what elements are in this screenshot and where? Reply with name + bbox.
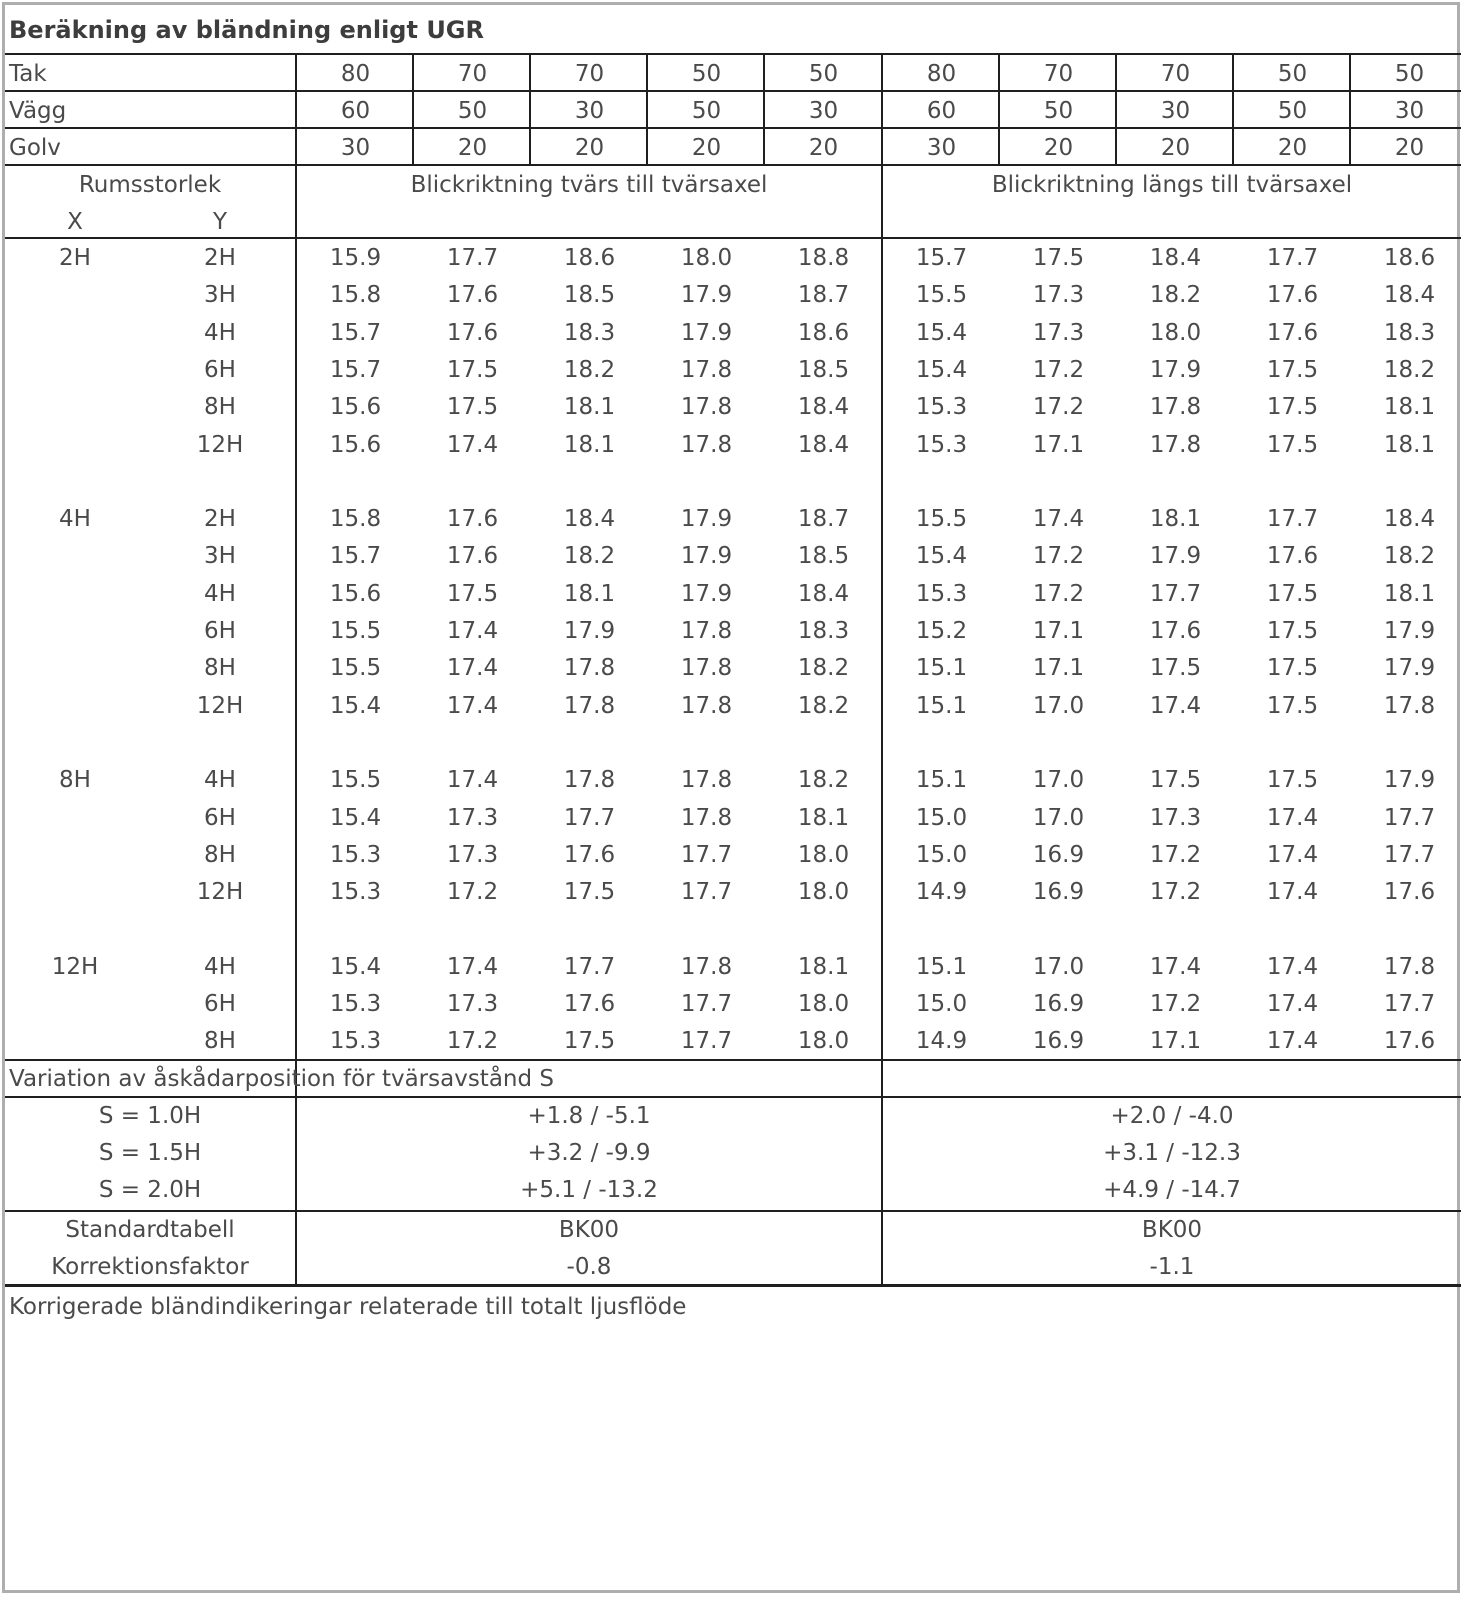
divider xyxy=(5,164,1461,166)
ugr-value: 17.8 xyxy=(680,953,733,980)
ugr-value: 17.9 xyxy=(563,618,616,644)
room-y-value: 12H xyxy=(196,692,244,719)
ugr-value: 17.1 xyxy=(1032,431,1085,458)
variation-label: S = 1.0H xyxy=(98,1103,202,1129)
ugr-value: 17.7 xyxy=(680,841,733,868)
ugr-value: 15.3 xyxy=(329,1028,382,1055)
ugr-value: 17.8 xyxy=(1149,394,1202,421)
ugr-value: 18.0 xyxy=(797,1028,850,1055)
direction-along-header: Blickriktning längs till tvärsaxel xyxy=(991,172,1353,198)
ugr-value: 17.2 xyxy=(1032,543,1085,570)
ugr-value: 17.5 xyxy=(563,1028,616,1055)
ugr-value: 18.4 xyxy=(797,431,850,458)
ugr-value: 17.4 xyxy=(1149,692,1202,719)
ugr-value: 18.1 xyxy=(1383,580,1436,607)
ugr-value: 18.0 xyxy=(797,841,850,868)
ugr-value: 17.3 xyxy=(1032,319,1085,346)
reflectance-value: 50 xyxy=(1277,98,1308,124)
ugr-value: 15.0 xyxy=(915,841,968,868)
ugr-value: 16.9 xyxy=(1032,879,1085,906)
ugr-value: 15.6 xyxy=(329,431,382,458)
room-x-value: 8H xyxy=(59,767,91,794)
ugr-value: 15.1 xyxy=(915,767,968,794)
room-size-header: Rumsstorlek xyxy=(78,172,222,198)
ugr-value: 17.4 xyxy=(1266,1028,1319,1055)
ugr-value: 15.4 xyxy=(915,356,968,383)
ugr-value: 14.9 xyxy=(915,879,968,906)
variation-along: +2.0 / -4.0 xyxy=(1110,1103,1234,1129)
ugr-value: 18.2 xyxy=(563,356,616,383)
ugr-value: 17.5 xyxy=(1149,767,1202,794)
ugr-value: 18.0 xyxy=(797,991,850,1017)
room-y-value: 8H xyxy=(204,655,236,682)
ugr-value: 17.5 xyxy=(1266,767,1319,794)
reflectance-value: 70 xyxy=(1043,61,1074,87)
ugr-value: 18.1 xyxy=(1383,394,1436,421)
ugr-value: 15.4 xyxy=(915,543,968,570)
ugr-value: 18.4 xyxy=(1383,282,1436,309)
ugr-value: 17.6 xyxy=(446,506,499,533)
ugr-value: 17.2 xyxy=(1032,580,1085,607)
ugr-value: 17.0 xyxy=(1032,953,1085,980)
ugr-value: 17.2 xyxy=(1149,879,1202,906)
ugr-value: 18.2 xyxy=(1149,282,1202,309)
reflectance-value: 70 xyxy=(1160,61,1191,87)
direction-across-header: Blickriktning tvärs till tvärsaxel xyxy=(410,172,768,198)
standard-table-across: BK00 xyxy=(558,1217,620,1243)
ugr-value: 17.4 xyxy=(1266,804,1319,831)
y-header: Y xyxy=(212,209,228,235)
ugr-value: 17.4 xyxy=(446,767,499,794)
variation-label: S = 2.0H xyxy=(98,1177,202,1203)
ugr-value: 17.8 xyxy=(680,655,733,682)
divider xyxy=(5,90,1461,92)
ugr-value: 17.8 xyxy=(1383,953,1436,980)
reflectance-value: 30 xyxy=(926,135,957,161)
ugr-value: 15.7 xyxy=(915,245,968,271)
ugr-value: 17.8 xyxy=(1149,431,1202,458)
ugr-value: 18.4 xyxy=(1149,245,1202,271)
divider xyxy=(5,53,1461,55)
standard-table-along: BK00 xyxy=(1141,1217,1203,1243)
room-y-value: 3H xyxy=(204,282,236,309)
reflectance-value: 50 xyxy=(691,98,722,124)
ugr-value: 18.3 xyxy=(1383,319,1436,346)
room-y-value: 3H xyxy=(204,543,236,570)
ugr-value: 15.7 xyxy=(329,319,382,346)
ugr-value: 15.4 xyxy=(329,953,382,980)
ugr-value: 17.8 xyxy=(563,767,616,794)
ugr-value: 15.2 xyxy=(915,618,968,644)
ugr-value: 17.4 xyxy=(446,655,499,682)
ugr-value: 17.7 xyxy=(446,245,499,271)
ugr-value: 17.4 xyxy=(1149,953,1202,980)
ugr-value: 18.7 xyxy=(797,282,850,309)
reflectance-value: 70 xyxy=(574,61,605,87)
ugr-value: 18.0 xyxy=(1149,319,1202,346)
ugr-value: 17.5 xyxy=(1266,356,1319,383)
room-y-value: 6H xyxy=(204,804,236,831)
room-y-value: 6H xyxy=(204,991,236,1017)
ugr-value: 17.9 xyxy=(680,580,733,607)
ugr-value: 15.6 xyxy=(329,580,382,607)
ugr-value: 17.5 xyxy=(1149,655,1202,682)
correction-factor-along: -1.1 xyxy=(1149,1254,1195,1280)
ugr-value: 17.8 xyxy=(563,655,616,682)
ugr-value: 18.2 xyxy=(1383,543,1436,570)
divider xyxy=(5,1284,1461,1287)
ugr-value: 18.1 xyxy=(1383,431,1436,458)
ugr-value: 17.7 xyxy=(1266,506,1319,533)
ugr-value: 18.4 xyxy=(797,394,850,421)
ugr-value: 17.6 xyxy=(1266,543,1319,570)
ugr-value: 17.3 xyxy=(1149,804,1202,831)
variation-title: Variation av åskådarposition för tvärsavstånd S xyxy=(9,1066,555,1092)
ugr-value: 17.4 xyxy=(1266,991,1319,1017)
ugr-value: 17.2 xyxy=(446,879,499,906)
ugr-value: 18.5 xyxy=(797,543,850,570)
room-x-value: 2H xyxy=(59,245,91,271)
room-y-value: 8H xyxy=(204,1028,236,1055)
ugr-value: 17.6 xyxy=(1383,879,1436,906)
ugr-value: 18.2 xyxy=(797,655,850,682)
ugr-value: 17.9 xyxy=(1149,356,1202,383)
ugr-value: 17.5 xyxy=(1266,580,1319,607)
reflectance-value: 20 xyxy=(1394,135,1425,161)
ugr-value: 17.9 xyxy=(680,543,733,570)
ugr-value: 17.7 xyxy=(563,804,616,831)
ugr-value: 17.4 xyxy=(446,618,499,644)
reflectance-value: 50 xyxy=(808,61,839,87)
ugr-value: 17.2 xyxy=(1149,841,1202,868)
ugr-value: 16.9 xyxy=(1032,841,1085,868)
ugr-value: 15.4 xyxy=(329,804,382,831)
ugr-value: 17.8 xyxy=(680,804,733,831)
ugr-value: 16.9 xyxy=(1032,991,1085,1017)
ugr-value: 18.6 xyxy=(797,319,850,346)
room-y-value: 2H xyxy=(204,506,236,533)
ugr-value: 18.1 xyxy=(563,431,616,458)
reflectance-value: 80 xyxy=(926,61,957,87)
ugr-value: 18.6 xyxy=(1383,245,1436,271)
ugr-value: 18.5 xyxy=(563,282,616,309)
ugr-value: 17.3 xyxy=(446,991,499,1017)
ugr-value: 15.8 xyxy=(329,282,382,309)
ugr-value: 18.0 xyxy=(680,245,733,271)
divider xyxy=(5,237,1461,239)
ugr-value: 17.6 xyxy=(446,543,499,570)
ugr-value: 17.4 xyxy=(1266,953,1319,980)
variation-along: +4.9 / -14.7 xyxy=(1103,1177,1241,1203)
ugr-value: 17.4 xyxy=(1266,841,1319,868)
reflectance-value: 20 xyxy=(457,135,488,161)
room-y-value: 8H xyxy=(204,394,236,421)
reflectance-value: 60 xyxy=(926,98,957,124)
reflectance-value: 50 xyxy=(1277,61,1308,87)
ugr-value: 17.9 xyxy=(1149,543,1202,570)
ugr-value: 17.9 xyxy=(680,282,733,309)
ugr-value: 17.5 xyxy=(563,879,616,906)
ugr-value: 17.9 xyxy=(1383,655,1436,682)
ugr-value: 17.0 xyxy=(1032,767,1085,794)
ugr-value: 17.9 xyxy=(680,506,733,533)
divider xyxy=(5,1096,1461,1098)
room-x-value: 4H xyxy=(59,506,91,533)
ugr-value: 17.2 xyxy=(1032,394,1085,421)
reflectance-value: 20 xyxy=(691,135,722,161)
ugr-value: 17.4 xyxy=(446,953,499,980)
ugr-value: 18.1 xyxy=(797,804,850,831)
divider xyxy=(5,1210,1461,1212)
ugr-value: 16.9 xyxy=(1032,1028,1085,1055)
ugr-value: 17.6 xyxy=(446,319,499,346)
ugr-value: 15.3 xyxy=(915,431,968,458)
ugr-value: 17.6 xyxy=(1266,319,1319,346)
ugr-value: 17.9 xyxy=(680,319,733,346)
variation-along: +3.1 / -12.3 xyxy=(1103,1140,1241,1166)
ugr-value: 17.3 xyxy=(446,841,499,868)
ugr-value: 17.6 xyxy=(446,282,499,309)
ugr-value: 18.6 xyxy=(563,245,616,271)
ugr-value: 15.5 xyxy=(329,655,382,682)
reflectance-value: 30 xyxy=(1160,98,1191,124)
reflectance-value: 50 xyxy=(691,61,722,87)
table-title: Beräkning av bländning enligt UGR xyxy=(9,16,484,44)
ugr-value: 15.0 xyxy=(915,991,968,1017)
ugr-value: 17.6 xyxy=(1149,618,1202,644)
ugr-value: 17.3 xyxy=(446,804,499,831)
ugr-value: 18.3 xyxy=(797,618,850,644)
ugr-value: 17.4 xyxy=(446,431,499,458)
ugr-value: 18.8 xyxy=(797,245,850,271)
ugr-value: 17.2 xyxy=(446,1028,499,1055)
reflectance-value: 50 xyxy=(457,98,488,124)
divider xyxy=(5,1059,1461,1061)
ugr-value: 15.3 xyxy=(915,580,968,607)
ugr-value: 17.9 xyxy=(1383,618,1436,644)
reflectance-value: 50 xyxy=(1394,61,1425,87)
footer-note: Korrigerade bländindikeringar relaterade till totalt ljusflöde xyxy=(9,1294,687,1320)
reflectance-label: Tak xyxy=(9,61,47,87)
room-y-value: 2H xyxy=(204,245,236,271)
room-x-value: 12H xyxy=(51,953,99,980)
ugr-value: 17.7 xyxy=(1383,991,1436,1017)
variation-across: +1.8 / -5.1 xyxy=(527,1103,651,1129)
ugr-value: 18.4 xyxy=(797,580,850,607)
ugr-value: 18.7 xyxy=(797,506,850,533)
room-y-value: 4H xyxy=(204,319,236,346)
ugr-value: 17.7 xyxy=(1383,841,1436,868)
ugr-value: 18.5 xyxy=(797,356,850,383)
ugr-value: 17.2 xyxy=(1032,356,1085,383)
ugr-value: 15.1 xyxy=(915,692,968,719)
ugr-value: 18.4 xyxy=(1383,506,1436,533)
ugr-value: 17.2 xyxy=(1149,991,1202,1017)
ugr-value: 17.6 xyxy=(1266,282,1319,309)
reflectance-value: 60 xyxy=(340,98,371,124)
ugr-value: 17.5 xyxy=(446,356,499,383)
ugr-value: 18.2 xyxy=(797,692,850,719)
ugr-value: 17.7 xyxy=(1383,804,1436,831)
ugr-value: 15.5 xyxy=(915,506,968,533)
ugr-value: 18.4 xyxy=(563,506,616,533)
standard-table-label: Standardtabell xyxy=(65,1217,235,1243)
room-y-value: 4H xyxy=(204,580,236,607)
ugr-value: 17.5 xyxy=(1266,394,1319,421)
reflectance-value: 30 xyxy=(340,135,371,161)
variation-across: +3.2 / -9.9 xyxy=(527,1140,651,1166)
ugr-value: 15.3 xyxy=(915,394,968,421)
ugr-value: 17.5 xyxy=(1266,618,1319,644)
room-y-value: 12H xyxy=(196,879,244,906)
ugr-value: 17.5 xyxy=(1266,431,1319,458)
reflectance-value: 20 xyxy=(808,135,839,161)
ugr-value: 18.1 xyxy=(563,580,616,607)
reflectance-value: 50 xyxy=(1043,98,1074,124)
ugr-value: 17.7 xyxy=(680,879,733,906)
ugr-value: 18.3 xyxy=(563,319,616,346)
ugr-value: 17.3 xyxy=(1032,282,1085,309)
ugr-value: 15.0 xyxy=(915,804,968,831)
ugr-value: 15.9 xyxy=(329,245,382,271)
ugr-value: 15.1 xyxy=(915,655,968,682)
ugr-value: 17.8 xyxy=(680,394,733,421)
reflectance-value: 20 xyxy=(1043,135,1074,161)
ugr-value: 17.0 xyxy=(1032,692,1085,719)
reflectance-value: 20 xyxy=(1277,135,1308,161)
reflectance-value: 80 xyxy=(340,61,371,87)
ugr-value: 17.7 xyxy=(680,1028,733,1055)
ugr-table-frame xyxy=(2,2,1460,1593)
ugr-value: 17.8 xyxy=(680,618,733,644)
correction-factor-label: Korrektionsfaktor xyxy=(51,1254,249,1280)
ugr-value: 17.8 xyxy=(563,692,616,719)
x-header: X xyxy=(67,209,83,235)
ugr-value: 15.7 xyxy=(329,543,382,570)
ugr-value: 15.6 xyxy=(329,394,382,421)
ugr-value: 17.6 xyxy=(563,991,616,1017)
ugr-value: 17.8 xyxy=(680,692,733,719)
ugr-value: 17.7 xyxy=(563,953,616,980)
ugr-value: 17.5 xyxy=(446,580,499,607)
variation-label: S = 1.5H xyxy=(98,1140,202,1166)
divider xyxy=(5,127,1461,129)
reflectance-value: 70 xyxy=(457,61,488,87)
ugr-value: 17.8 xyxy=(1383,692,1436,719)
ugr-value: 15.1 xyxy=(915,953,968,980)
ugr-value: 17.8 xyxy=(680,356,733,383)
ugr-value: 17.1 xyxy=(1032,618,1085,644)
room-y-value: 8H xyxy=(204,841,236,868)
ugr-value: 17.7 xyxy=(1266,245,1319,271)
ugr-value: 17.8 xyxy=(680,431,733,458)
ugr-value: 18.1 xyxy=(797,953,850,980)
room-y-value: 4H xyxy=(204,953,236,980)
ugr-value: 17.7 xyxy=(680,991,733,1017)
ugr-value: 15.5 xyxy=(915,282,968,309)
reflectance-value: 30 xyxy=(808,98,839,124)
reflectance-label: Golv xyxy=(9,135,61,161)
ugr-value: 17.9 xyxy=(1383,767,1436,794)
ugr-value: 17.8 xyxy=(680,767,733,794)
reflectance-value: 30 xyxy=(1394,98,1425,124)
ugr-value: 18.0 xyxy=(797,879,850,906)
ugr-value: 17.1 xyxy=(1149,1028,1202,1055)
ugr-value: 18.2 xyxy=(563,543,616,570)
ugr-value: 17.5 xyxy=(446,394,499,421)
ugr-value: 18.1 xyxy=(563,394,616,421)
reflectance-value: 20 xyxy=(574,135,605,161)
ugr-value: 15.4 xyxy=(915,319,968,346)
ugr-value: 18.1 xyxy=(1149,506,1202,533)
variation-across: +5.1 / -13.2 xyxy=(520,1177,658,1203)
room-y-value: 12H xyxy=(196,431,244,458)
ugr-value: 15.7 xyxy=(329,356,382,383)
ugr-value: 17.6 xyxy=(563,841,616,868)
ugr-value: 17.6 xyxy=(1383,1028,1436,1055)
ugr-value: 17.5 xyxy=(1032,245,1085,271)
reflectance-value: 30 xyxy=(574,98,605,124)
room-y-value: 4H xyxy=(204,767,236,794)
reflectance-label: Vägg xyxy=(9,98,67,124)
ugr-value: 17.4 xyxy=(1032,506,1085,533)
ugr-value: 17.5 xyxy=(1266,655,1319,682)
ugr-value: 17.1 xyxy=(1032,655,1085,682)
ugr-value: 15.3 xyxy=(329,991,382,1017)
ugr-value: 17.7 xyxy=(1149,580,1202,607)
ugr-value: 18.2 xyxy=(1383,356,1436,383)
room-y-value: 6H xyxy=(204,618,236,644)
ugr-value: 18.2 xyxy=(797,767,850,794)
ugr-value: 17.0 xyxy=(1032,804,1085,831)
ugr-value: 15.5 xyxy=(329,767,382,794)
ugr-value: 17.4 xyxy=(446,692,499,719)
reflectance-value: 20 xyxy=(1160,135,1191,161)
room-y-value: 6H xyxy=(204,356,236,383)
ugr-value: 17.4 xyxy=(1266,879,1319,906)
ugr-value: 15.5 xyxy=(329,618,382,644)
ugr-value: 17.5 xyxy=(1266,692,1319,719)
correction-factor-across: -0.8 xyxy=(566,1254,612,1280)
ugr-value: 15.3 xyxy=(329,879,382,906)
ugr-value: 14.9 xyxy=(915,1028,968,1055)
ugr-value: 15.4 xyxy=(329,692,382,719)
ugr-value: 15.3 xyxy=(329,841,382,868)
ugr-value: 15.8 xyxy=(329,506,382,533)
